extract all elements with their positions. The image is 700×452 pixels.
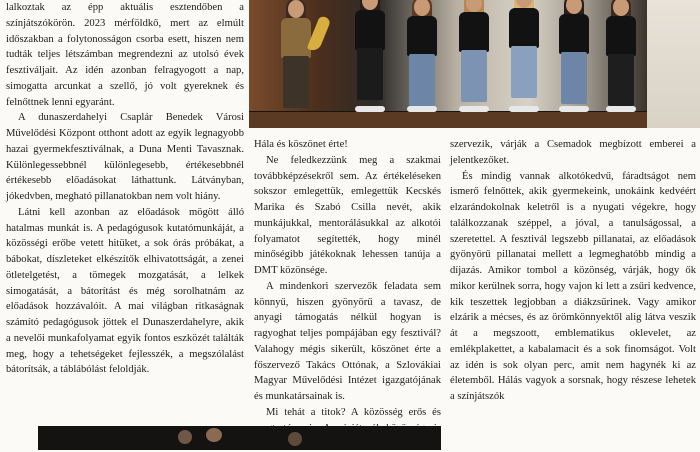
left-paragraph: A dunaszerdahelyi Csaplár Benedek Városi Művelődési Központ otthont adott az egyik legnagyobb hazai gyermekfesztiválnak, a Duna Menti Tavasznak. Különlegessebbnél különlegesebb, értékesebbnél értékesebb előadásokat láthattunk. Látványban, jókedvben, megható pillanatokban nem volt hiány. — [6, 112, 244, 202]
right-paragraph: szervezik, várják a Csemadok megbízott emberei a jelentkezőket. — [450, 139, 696, 166]
middle-paragraph: Mi tehát a titok? A közösség erős és — [266, 406, 441, 418]
performance-photo — [38, 426, 441, 450]
performer-saxophone — [271, 0, 321, 112]
right-column — [450, 137, 696, 405]
stage-floor — [249, 112, 647, 128]
performer — [501, 0, 547, 112]
performer — [451, 0, 497, 112]
photo-edge — [647, 0, 700, 128]
performer — [347, 0, 393, 112]
left-column — [6, 0, 244, 378]
stage-photo — [249, 0, 647, 128]
right-paragraph: És mindig vannak alkotókedvű, fáradtságot nem ismerő felnőttek, akik gyermekeink, unokáink kedvéért elzarándokolnak keletről is a nyugati végekre, hogy találkozzanak széppel, a jóval, a tanulságossal, a szeretettel. A fesztivál legszebb pillanatai, az előadások gyönyörű pillanatai mellett a legmeghatóbb mindig a díjazás. Amikor tombol a közönség, várják, hogy ők mikor kerülnek sorra, hogy vajon ki lett a zsűri kedvence, kik teszettek legjobban a diákzsűrinek. Vagy amikor elzárik a mécses, és az örömkönnyektől alig látva veszik át a megszoott, emblematikus oklevelet, az emlékplakettet, a kabalamacit és a sok finomságot. Volt az idén is sok olyan perc, amit nem hagynék ki az életemből. Hálás vagyok a sorsnak, hogy részese lehetek a színjátszók — [450, 170, 696, 402]
performer — [399, 0, 445, 112]
performer — [551, 0, 597, 112]
middle-paragraph: A mindenkori szervezők feladata sem könnyű, hiszen gyönyörű a tavasz, de anyagi támogatás nélkül hogyan is ragyoghat teljes pompájában egy fesztivál? Valahogy mégis sikerült, köszönet érte a főszervező Takács Ottónak, a Szlovákiai Magyar Művelődési Intézet igazgatójának és munkatársainak is. — [254, 280, 441, 402]
middle-column — [254, 137, 441, 452]
performer-head — [288, 432, 302, 446]
performer-head — [206, 428, 222, 442]
middle-paragraph: Ne feledkezzünk meg a szakmai továbbképzésekről sem. Az értékeléseken sokszor emlegettük, emlegettük Kecskés Marika és Szabó Csilla nevét, akik munkájukkal, mentorálásukkal az alkotói folyamatot segítették, hogy minél minőségibb játékoknak lehessen tanúja a DMT közönsége. — [254, 154, 441, 276]
middle-paragraph: Hála és köszönet érte! — [254, 139, 348, 150]
performer — [599, 0, 643, 112]
left-paragraph: lalkoztak az épp aktuális esztendőben a színjátszókörön. 2023 mérföldkő, mert az elmúlt időszakban a folytonosságon csorba esett, hiszen nem tudták teljes létszámban megrendezni az utolsó évek fesztiváljait. Az idén azonban felragyogott a nap, simogatta arcunkat a szellő, jó volt gyereknek és felnőttnek lenni egyaránt. — [6, 2, 244, 108]
performer-head — [178, 430, 192, 444]
left-paragraph: Látni kell azonban az előadások mögött álló hatalmas munkát is. A pedagógusok kutatómunkáját, a közösségi erőbe vetett hitüket, a sok órás próbákat, a bábokat, díszleteket elkészítők elhivatottságát, a zenei ötletelgetést, a tömegek mozgatását, a lelkek simogatását, a bátorítást és még sorolhatnám az előadások hozzávalóit. A mai világban ritkaságnak számító pedagógusok jöttek el Dunaszerdahelyre, akik a nevelői munkafolyamat egyik fontos eszközét találták meg, hogy a tehetségeket fejlesszék, a megszólalást bátorítsák, a táblábólást feloldják. — [6, 206, 244, 376]
